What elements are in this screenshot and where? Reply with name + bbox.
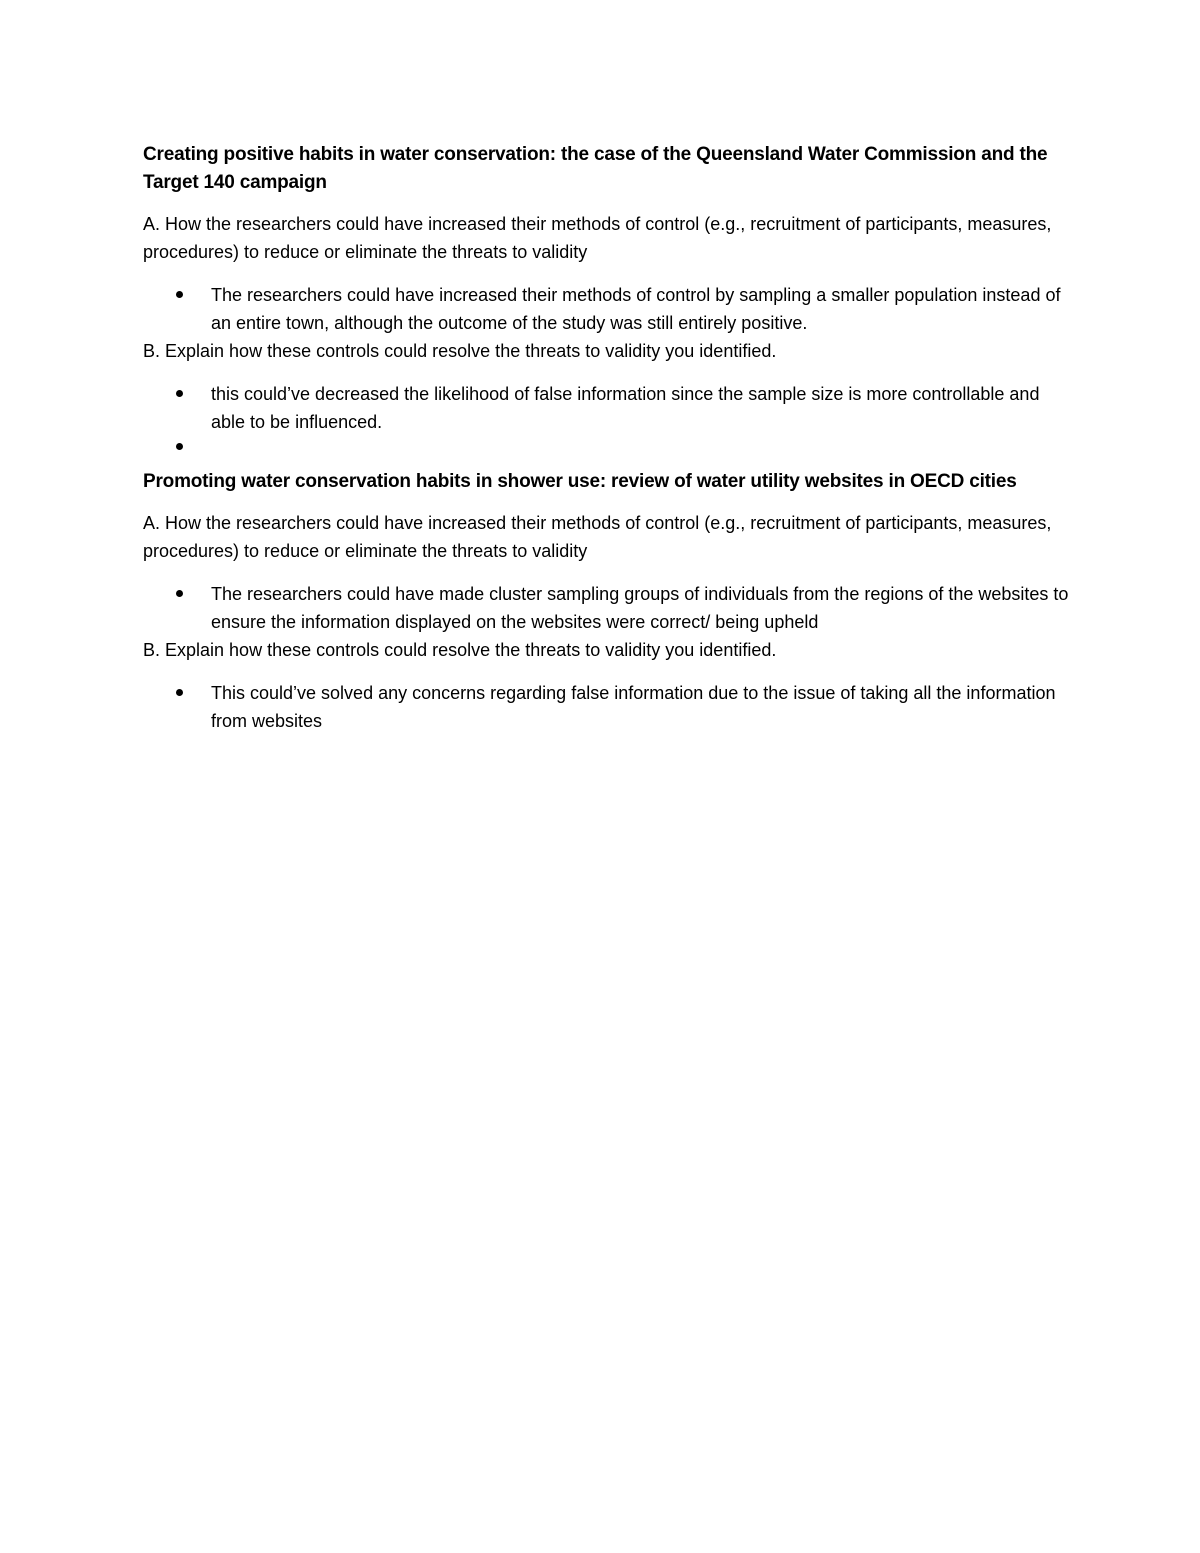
document-page (143, 141, 1073, 735)
section-title: Creating positive habits in water conservation: the case of the Queensland Water Commission and the Target 140 campaign (143, 144, 1048, 193)
answer-text: this could’ve decreased the likelihood of false information since the sample size is more controllable and able to be influenced. (211, 384, 1040, 432)
list-item (143, 380, 1073, 436)
answer-a-list (143, 281, 1073, 337)
answer-a-list (143, 580, 1073, 636)
list-item (143, 679, 1073, 735)
bullet-icon (176, 390, 183, 397)
list-item (143, 281, 1073, 337)
bullet-icon (176, 443, 183, 450)
question-b: B. Explain how these controls could resolve the threats to validity you identified. (143, 640, 777, 660)
answer-text: The researchers could have made cluster sampling groups of individuals from the regions of the websites to ensure the information displayed on the websites were correct/ being upheld (211, 584, 1069, 632)
answer-b-list (143, 679, 1073, 735)
bullet-icon (176, 590, 183, 597)
section-queensland (143, 141, 1073, 458)
question-a: A. How the researchers could have increased their methods of control (e.g., recruitment of participants, measures, procedures) to reduce or eliminate the threats to validity (143, 214, 1052, 262)
question-a: A. How the researchers could have increased their methods of control (e.g., recruitment of participants, measures, procedures) to reduce or eliminate the threats to validity (143, 513, 1052, 561)
list-item-empty (143, 436, 1073, 458)
answer-text: The researchers could have increased their methods of control by sampling a smaller population instead of an entire town, although the outcome of the study was still entirely positive. (211, 285, 1061, 333)
section-oecd (143, 468, 1073, 735)
bullet-icon (176, 689, 183, 696)
list-item (143, 580, 1073, 636)
bullet-icon (176, 291, 183, 298)
section-title: Promoting water conservation habits in shower use: review of water utility websites in OECD cities (143, 471, 1017, 492)
question-b: B. Explain how these controls could resolve the threats to validity you identified. (143, 341, 777, 361)
answer-b-list (143, 380, 1073, 458)
answer-text: This could’ve solved any concerns regarding false information due to the issue of taking all the information from websites (211, 683, 1056, 731)
